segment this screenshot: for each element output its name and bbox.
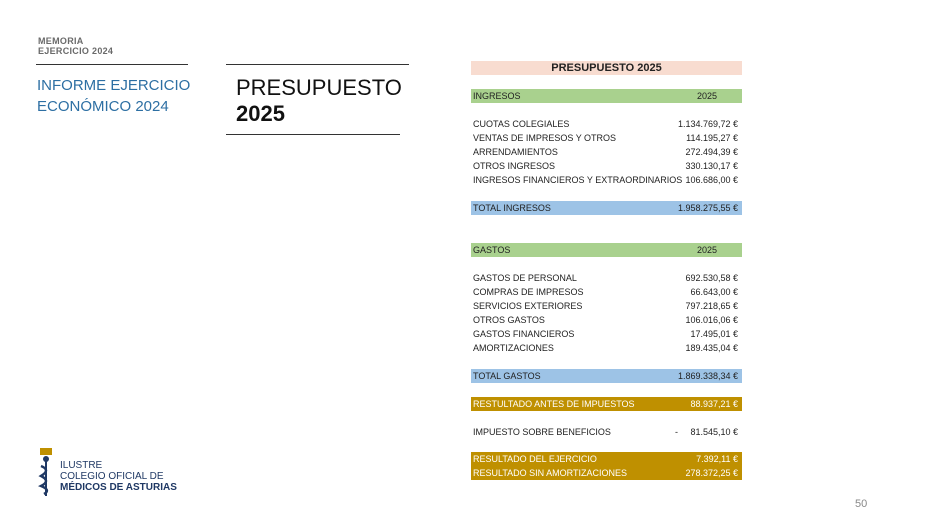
row-label: GASTOS FINANCIEROS	[473, 329, 575, 339]
total-gastos-value: 1.869.338,34 €	[677, 371, 738, 381]
row-value: 106.016,06 €	[685, 315, 738, 325]
resultado-ejercicio-row	[471, 452, 742, 466]
resultado-ejercicio-label: RESULTADO DEL EJERCICIO	[473, 454, 597, 464]
impuesto-label: IMPUESTO SOBRE BENEFICIOS	[473, 427, 611, 437]
row-label: AMORTIZACIONES	[473, 343, 554, 353]
resultado-sin-amort-label: RESULTADO SIN AMORTIZACIONES	[473, 468, 628, 478]
row-label: ARRENDAMIENTOS	[473, 147, 558, 157]
college-line2: COLEGIO OFICIAL DE	[60, 471, 164, 482]
page-title-line1: PRESUPUESTO	[236, 75, 402, 100]
table-row	[471, 131, 742, 145]
page-title	[236, 75, 402, 127]
resultado-sin-amort-row	[471, 466, 742, 480]
memoria-label	[38, 36, 113, 56]
row-value: 797.218,65 €	[685, 301, 738, 311]
total-ingresos-row	[471, 201, 742, 215]
total-gastos-row	[471, 369, 742, 383]
resultado-ejercicio-value: 7.392,11 €	[696, 454, 738, 464]
divider-title-bottom	[226, 134, 400, 135]
row-label: GASTOS DE PERSONAL	[473, 273, 577, 283]
row-label: VENTAS DE IMPRESOS Y OTROS	[473, 133, 617, 143]
row-label: CUOTAS COLEGIALES	[473, 119, 570, 129]
table-row	[471, 117, 742, 131]
informe-heading	[37, 75, 190, 117]
page-number: 50	[855, 498, 868, 510]
row-value: 114.195,27 €	[686, 133, 738, 143]
gastos-header: GASTOS	[473, 245, 511, 255]
row-label: OTROS GASTOS	[473, 315, 545, 325]
row-value: 66.643,00 €	[690, 287, 738, 297]
table-row	[471, 285, 742, 299]
gastos-header-row	[471, 243, 742, 257]
ingresos-header: INGRESOS	[473, 91, 521, 101]
total-gastos-label: TOTAL GASTOS	[473, 371, 541, 381]
impuesto-value: 81.545,10 €	[690, 427, 738, 437]
row-value: 1.134.769,72 €	[677, 119, 738, 129]
row-label: OTROS INGRESOS	[473, 161, 556, 171]
row-label: SERVICIOS EXTERIORES	[473, 301, 583, 311]
college-emblem-icon	[38, 448, 54, 501]
college-name	[60, 460, 177, 493]
total-ingresos-value: 1.958.275,55 €	[677, 203, 738, 213]
row-value: 330.130,17 €	[685, 161, 738, 171]
impuesto-dash: -	[675, 427, 678, 437]
resultado-sin-amort-value: 278.372,25 €	[685, 468, 738, 478]
table-row	[471, 159, 742, 173]
gastos-year: 2025	[697, 245, 718, 255]
college-line1: ILUSTRE	[60, 460, 103, 471]
informe-line1: INFORME EJERCICIO	[37, 77, 191, 94]
divider-title-top	[226, 64, 409, 65]
row-value: 106.686,00 €	[685, 175, 738, 185]
row-value: 17.495,01 €	[690, 329, 738, 339]
row-value: 272.494,39 €	[685, 147, 738, 157]
row-label: COMPRAS DE IMPRESOS	[473, 287, 584, 297]
table-row	[471, 341, 742, 355]
table-row	[471, 299, 742, 313]
ingresos-header-row	[471, 89, 742, 103]
resultado-antes-row	[471, 397, 742, 411]
memoria-line2: EJERCICIO 2024	[38, 46, 114, 56]
memoria-line1: MEMORIA	[38, 36, 84, 46]
table-row	[471, 145, 742, 159]
table-row	[471, 173, 742, 187]
ingresos-year: 2025	[697, 91, 718, 101]
resultado-antes-label: RESTULTADO ANTES DE IMPUESTOS	[473, 399, 635, 409]
table-row	[471, 313, 742, 327]
informe-line2: ECONÓMICO 2024	[37, 98, 169, 115]
impuesto-row	[471, 425, 742, 439]
page-title-line2: 2025	[236, 101, 285, 126]
resultado-antes-value: 88.937,21 €	[690, 399, 738, 409]
row-label: INGRESOS FINANCIEROS Y EXTRAORDINARIOS	[473, 175, 683, 185]
table-row	[471, 271, 742, 285]
row-value: 189.435,04 €	[685, 343, 738, 353]
total-ingresos-label: TOTAL INGRESOS	[473, 203, 551, 213]
table-row	[471, 327, 742, 341]
college-line3: MÉDICOS DE ASTURIAS	[60, 482, 177, 493]
row-value: 692.530,58 €	[685, 273, 738, 283]
table-title: PRESUPUESTO 2025	[471, 61, 742, 75]
divider-left	[36, 64, 188, 65]
